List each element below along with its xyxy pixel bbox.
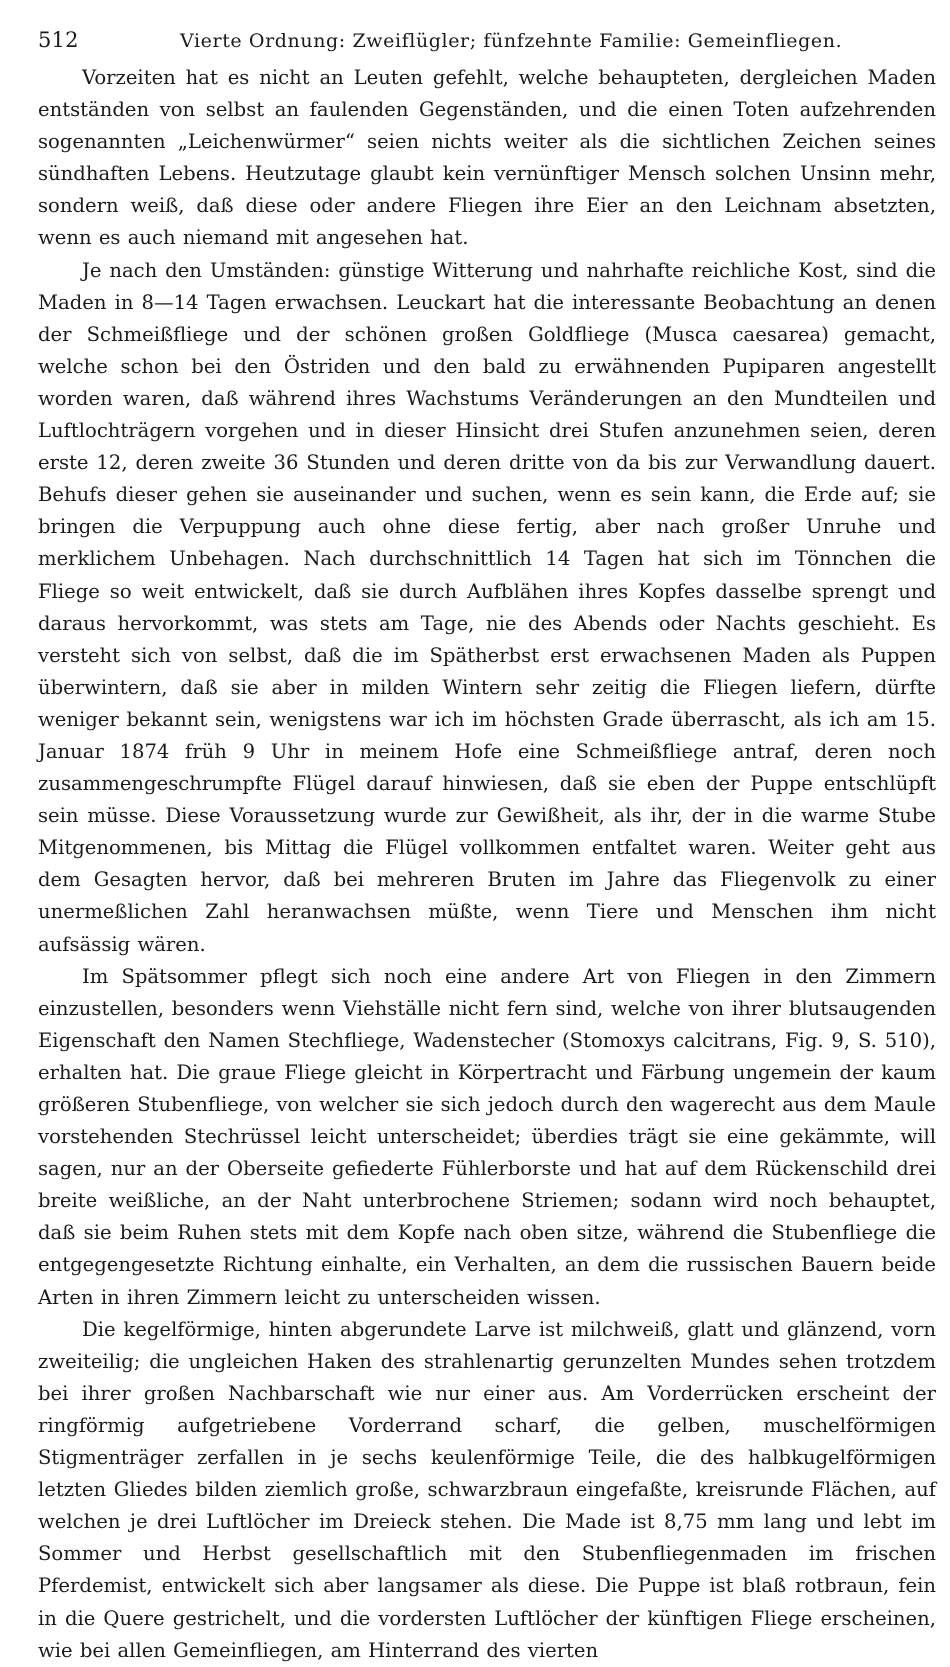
paragraph-3: Im Spätsommer pflegt sich noch eine andere Art von Fliegen in den Zimmern einzustellen, besonders wenn Viehställe nicht fern sind, welche von ihrer blutsaugenden Eigenschaft den Namen Stechfliege, Wadenstecher (Stomoxys calcitrans, Fig. 9, S. 510), erhalten hat. Die graue Fliege gleicht in Körpertracht und Färbung ungemein der kaum größeren Stubenfliege, von welcher sie sich jedoch durch den wagerecht aus dem Maule vorstehenden Stechrüssel leicht unterscheidet; überdies trägt sie eine gekämmte, will sagen, nur an der Oberseite gefiederte Fühlerborste und hat auf dem Rückenschild drei breite weißliche, an der Naht unterbrochene Striemen; sodann wird noch behauptet, daß sie beim Ruhen stets mit dem Kopfe nach oben sitze, während die Stubenfliege die entgegengesetzte Richtung einhalte, ein Verhalten, an dem die russischen Bauern beide Arten in ihren Zimmern leicht zu unterscheiden wissen. xyxy=(38,964,936,1309)
paragraph-1: Vorzeiten hat es nicht an Leuten gefehlt, welche behaupteten, dergleichen Maden entständen von selbst an faulenden Gegenständen, und die einen Toten aufzehrenden sogenannten „Leichenwürmer“ seien nichts weiter als die sichtlichen Zeichen seines sündhaften Lebens. Heutzutage glaubt kein vernünftiger Mensch solchen Unsinn mehr, sondern weiß, daß diese oder andere Fliegen ihre Eier an den Leichnam absetzten, wenn es auch niemand mit angesehen hat. xyxy=(38,66,936,250)
paragraph-2: Je nach den Umständen: günstige Witterung und nahrhafte reichliche Kost, sind die Maden in 8—14 Tagen erwachsen. Leuckart hat die interessante Beobachtung an denen der Schmeißfliege und der schönen großen Goldfliege (Musca caesarea) gemacht, welche schon bei den Östriden und den bald zu erwähnenden Pupiparen angestellt worden waren, daß während ihres Wachstums Veränderungen an den Mundteilen und Luftlochträgern vorgehen und in dieser Hinsicht drei Stufen anzunehmen seien, deren erste 12, deren zweite 36 Stunden und deren dritte von da bis zur Verwandlung dauert. Behufs dieser gehen sie auseinander und suchen, wenn es sein kann, die Erde auf; sie bringen die Verpuppung auch ohne diese fertig, aber nach großer Unruhe und merklichem Unbehagen. Nach durchschnittlich 14 Tagen hat sich im Tönnchen die Fliege so weit entwickelt, daß sie durch Aufblähen ihres Kopfes dasselbe sprengt und daraus hervorkommt, was stets am Tage, nie des Abends oder Nachts geschieht. Es versteht sich von selbst, daß die im Spätherbst erst erwachsenen Maden als Puppen überwintern, daß sie aber in milden Wintern sehr zeitig die Fliegen liefern, dürfte weniger bekannt sein, wenigstens war ich im höchsten Grade überrascht, als ich am 15. Januar 1874 früh 9 Uhr in meinem Hofe eine Schmeißfliege antraf, deren noch zusammengeschrumpfte Flügel darauf hinwiesen, daß sie eben der Puppe entschlüpft sein müsse. Diese Voraussetzung wurde zur Gewißheit, als ihr, der in die warme Stube Mitgenommenen, bis Mittag die Flügel vollkommen entfaltet waren. Weiter geht aus dem Gesagten hervor, daß bei mehreren Bruten im Jahre das Fliegenvolk zu einer unermeßlichen Zahl heranwachsen müßte, wenn Tiere und Menschen ihm nicht aufsässig wären. xyxy=(38,258,936,956)
running-head xyxy=(38,28,936,62)
paragraph-4: Die kegelförmige, hinten abgerundete Larve ist milchweiß, glatt und glänzend, vorn zweiteilig; die ungleichen Haken des strahlenartig gerunzelten Mundes sehen trotzdem bei ihrer großen Nachbarschaft wie nur einer aus. Am Vorderrücken erscheint der ringförmig aufgetriebene Vorderrand scharf, die gelben, muschelförmigen Stigmenträger zerfallen in je sechs keulenförmige Teile, die des halbkugelförmigen letzten Gliedes bilden ziemlich große, schwarzbraun eingefaßte, kreisrunde Flächen, auf welchen je drei Luftlöcher im Dreieck stehen. Die Made ist 8,75 mm lang und lebt im Sommer und Herbst gesellschaftlich mit den Stubenfliegenmaden im frischen Pferdemist, entwickelt sich aber langsamer als diese. Die Puppe ist blaß rotbraun, fein in die Quere gestrichelt, und die vordersten Luftlöcher der künftigen Fliege erscheinen, wie bei allen Gemeinfliegen, am Hinterrand des vierten xyxy=(38,1317,936,1662)
running-title: Vierte Ordnung: Zweiflügler; fünfzehnte Familie: Gemeinfliegen. xyxy=(180,30,843,52)
page-number: 512 xyxy=(38,28,79,52)
